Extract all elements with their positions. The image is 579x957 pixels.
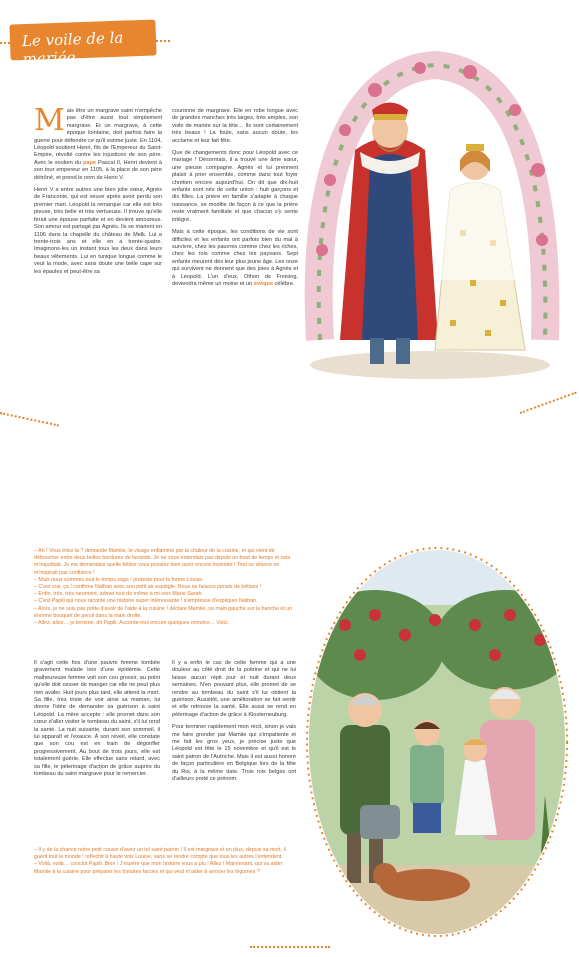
paragraph-text: célèbre. [273,280,295,287]
wedding-illustration [300,40,560,390]
title-dotted-line-right [156,40,170,42]
title-dotted-line [0,42,10,44]
garden-family-illustration [305,545,570,940]
paragraph [172,660,296,719]
page-divider-right [520,392,577,414]
paragraph-text: Henri V a entre autres une bien jolie sœur, Agnès de Franconie, qui est veuve après avoir perdu son premier mari. Léopold la remarque car elle est très pieuse, très belle et très vertueuse. Il trouve qu'elle ferait une épouse parfaite et en devient amoureux. Son amour est partagé par Agnès. Ils se marient en 1106 dans la chapelle du château de Melk. Lui a trente-trois ans et elle en a trente-quatre. Imaginons-les un instant tous les deux dans leurs beaux vêtements. Lui en tunique longue comme le veut la mode, avec sans doute une belle cape sur les épaules et peut-être sa [34,187,162,275]
chapter-title-banner [9,19,156,69]
glossary-term: pape [82,159,97,166]
paragraph-text: ais être un margrave saint n'empêche pas d'être aussi tout simplement margrave. Et un margrave, à cette époque lointaine, doit parfois faire la guerre pour défendre ce qu'il estime juste. En 1104, Léopold soutient Henri, fils de l'Empereur du Saint-Empire, révolté contre les injustices de son père. Avec le soutien du [34,108,162,166]
paragraph-text: Que de changements donc pour Léopold avec ce mariage ! Désormais, il a trouvé une âme sœur, une pieuse compagne. Agnès et lui prennent plaisir à prier ensemble, comme dans tout foyer chrétien encore aujourd'hui. On dit que dix-huit enfants sont nés de cette union : huit garçons et dix filles. La prière en famille s'adapte à chaque naissance, se modifie de façon à ce que la prière reste vraiment familiale et que chacun s'y sente intégré. [172,150,298,223]
dropcap: M [34,103,65,138]
paragraph [34,660,160,779]
dialogue-line: – C'est vrai, ça ! confirme Nathan avec son petit air espiègle. Nous ne faisons jamais de bêtises ! [34,584,262,591]
bottom-column-left [34,660,160,784]
dialogue-line: – Ah ! Vous étiez là ? demande Mamiie, le visage enflammé par la chaleur de la cuisine, et qui vient de déboucher entre deux belles bordures de lavande. Je ne vous entendais pas depuis un bout de temps et cela m'inquiétait. Je me demandais quelle bêtise vous pouviez bien avoir encore inventée ! Tout ce silence ne m'inspirait pas confiance ! [34,548,291,576]
glossary-term: évêque [253,280,274,287]
dialogue-bottom [34,847,296,876]
dialogue-line: – Voilà, voilà… conclut Papili. Bien ! J'espère que mon histoire vous a plu ! Allez ! Maintenant, qui va aider Mamiie à la cuisine pour préparer les tomates farcies et qui veut m'aider à arroser les légumes ? [34,861,283,875]
top-column-left [34,103,162,281]
dialogue-line: – Alors, je ne suis pas prête d'avoir de l'aide à la cuisine ! déclare Mamiie, sa main gauche sur la hanche et un énorme bouquet de persil dans la main droite. [34,605,293,619]
paragraph-text: Pascal II, Henri devient à son tour empereur en 1105, à la place de son père détrôné, et prend le nom de Henri V. [34,159,162,181]
dialogue-line: – Enfin, très, très rarement, admet tout de même à mi-voix Marie-Sarah. [34,591,203,598]
bottom-column-right [172,660,296,789]
top-column-right [172,108,298,293]
page-divider-left [0,412,59,426]
dialogue-line: – C'est Papili qui nous raconte une histoire super intéressante ! s'empresse d'expliquer Nathan. [34,598,258,605]
paragraph [172,229,298,288]
paragraph-text: Il s'agit cette fois d'une pauvre femme tombée gravement malade lors d'une épidémie. Cette malheureuse femme voit son cou grossir, au point qu'elle doit cesser de manger car elle ne peut plus rien avaler. Huit jours plus tard, elle attend la mort. Sa fille, très triste de voir ainsi sa maman, lui donne l'idée de demander sa guérison à saint Léopold. La mère accepte : elle promet dans son cœur d'aller visiter le tombeau du saint, s'il lui rend la santé. La nuit suivante, durant son sommeil, il lui apparaît et l'exauce. À son réveil, elle constate que son cou est en train de dégonfler progressivement. Au bout de trois jours, elle est totalement guérie. Elle effectue sans retard, avec sa fille, le pèlerinage d'action de grâce auprès du tombeau du saint margrave pour le remercier. [34,660,160,778]
paragraph [34,103,162,182]
chapter-title: Le voile de la mariée [21,28,124,69]
paragraph-text: Pour terminer rapidement mon récit, sinon je vais me faire gronder par Mamiie qui s'impatiente et me fait les gros yeux, je précise juste que Léopold est fêté le 15 novembre et qu'il est le saint patron de l'Autriche. Mais il est aussi honoré de façon particulière en Belgique lors de la fête du Roi, à la même date. Trois rois belges ont d'ailleurs porté ce prénom. [172,724,296,783]
dialogue-line: – Allez, allez… je termine, dit Papili. Accorde-moi encore quelques minutes… Voici. [34,620,229,627]
paragraph [172,150,298,224]
paragraph-text: couronne de margrave. Elle en robe longue avec de grandes manches très larges, très amples, son voile de mariée sur la tête… Ils sont certainement très beaux ! La foule, sans aucun doute, les acclame et leur fait fête. [172,108,298,144]
bottom-dotted-line [250,946,330,948]
dialogue-top [34,548,296,627]
dialogue-line: – Il y de la chance notre petit cousin d'avoir un tel saint patron ! Il est margrave et en plus, depuis sa mort, il guérit tout le monde ! reflechit à haute voix Louise, sans se rendre compte que tous les autres l'entendent. [34,847,286,861]
paragraph-text: Il y a enfin le cas de cette femme qui a une douleur au côté droit de la poitrine et qui ne lui laisse aucun répit jour et nuit durant deux semaines. N'en pouvant plus, elle promet de se rendre au tombeau du saint s'il lui obtient la guérison. Aussitôt, une amélioration se fait sentir et elle retrouve la santé. Elle aussi se rend en pèlerinage d'action de grâce à Klosterneuburg. [172,660,296,718]
paragraph [172,108,298,145]
paragraph [34,187,162,276]
paragraph-text: Mais à cette époque, les conditions de vie sont difficiles et les enfants ont parfois bien du mal à survivre, chez les pauvres comme chez les riches, chez les rois comme chez les paysans. Sept enfants meurent dès leur plus jeune âge. Les onze qui survivent ne donnent que des joies à Agnès et à Léopold. L'un d'eux, Othon de Freising, deviendra même un moine et un [172,229,298,287]
dialogue-line: – Mais nous sommes tout le temps sage ! proteste pour la forme Louise. [34,576,204,583]
paragraph [172,724,296,783]
